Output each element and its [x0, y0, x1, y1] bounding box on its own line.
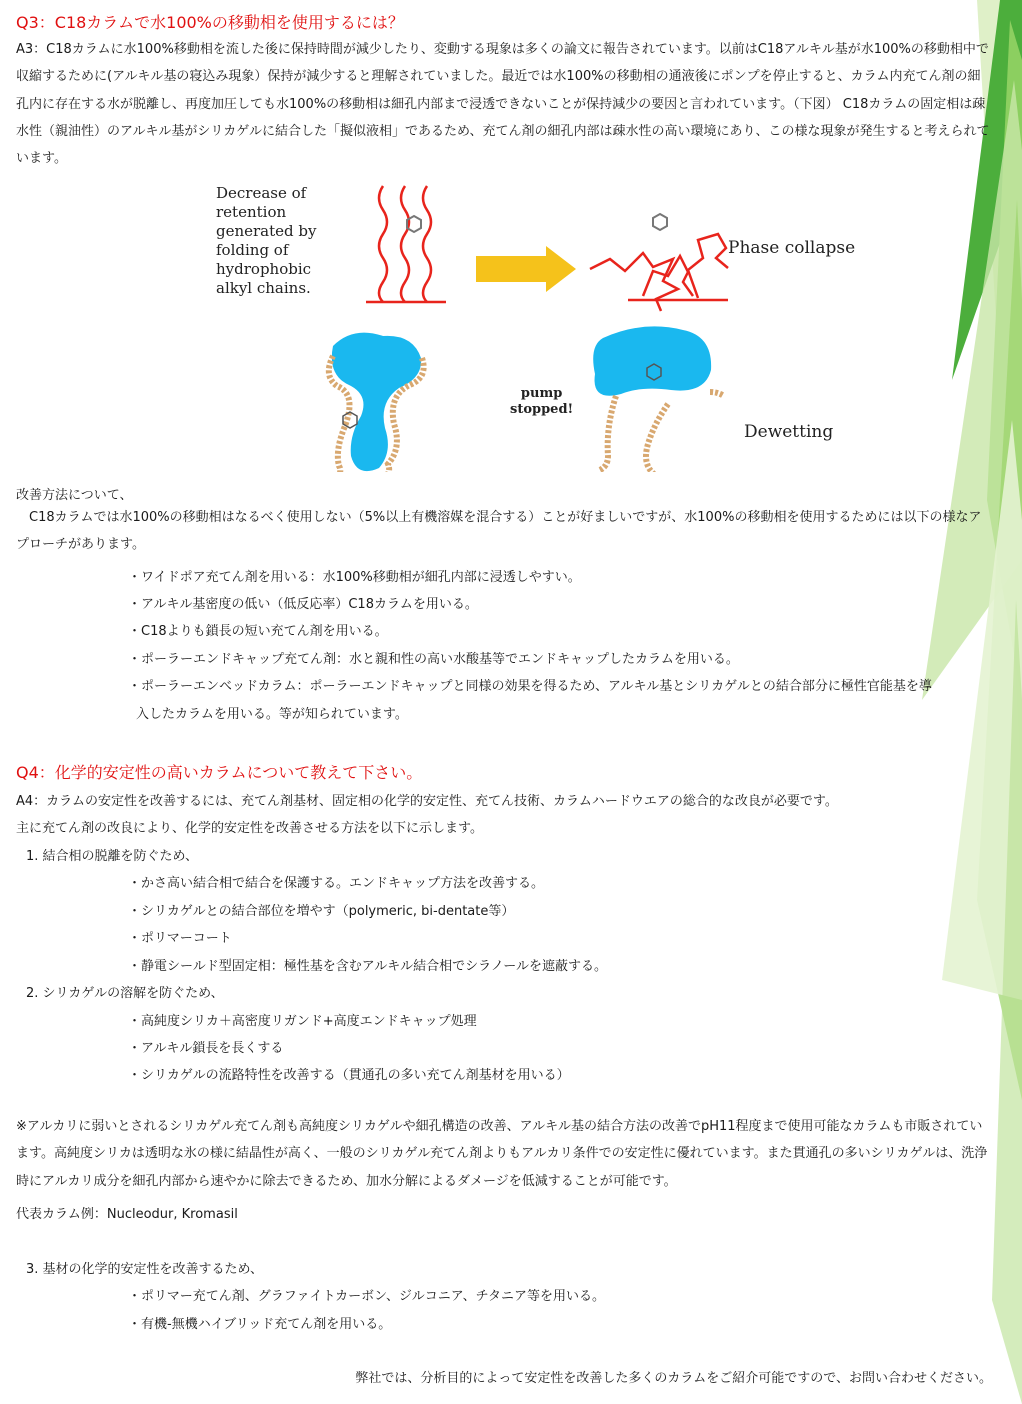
caption-line: Decrease of — [216, 184, 307, 202]
example-columns: 代表カラム例：Nucleodur, Kromasil — [16, 1207, 238, 1222]
bullet-item: ・C18よりも鎖長の短い充てん剤を用いる。 — [128, 624, 388, 639]
q4-answer-line2: 主に充てん剤の改良により、化学的安定性を改善させる方法を以下に示します。 — [16, 821, 483, 836]
bullet-item: ・ポーラーエンベッドカラム：ポーラーエンドキャップと同様の効果を得るため、アルキル基とシリカゲルとの結合部分に極性官能基を導 — [128, 679, 932, 694]
water-filled-pore — [332, 333, 421, 471]
pump-label: pump — [520, 386, 563, 401]
pore-wall — [600, 392, 724, 472]
analyte-hexagon-icon — [653, 214, 667, 230]
q4-answer-line1: A4：カラムの安定性を改善するには、充てん剤基材、固定相の化学的安定性、充てん技術、カラムハードウエアの総合的な改良が必要です。 — [16, 794, 838, 809]
extended-chains — [366, 186, 446, 302]
section1-item: ・かさ高い結合相で結合を保護する。エンドキャップ方法を改善する。 — [128, 876, 545, 891]
section2-heading: 2. シリカゲルの溶解を防ぐため、 — [26, 986, 224, 1001]
section3-item: ・有機-無機ハイブリッド充てん剤を用いる。 — [128, 1317, 392, 1332]
closing-message: 弊社では、分析目的によって安定性を改善した多くのカラムをご紹介可能ですので、お問い合わせください。 — [355, 1371, 992, 1386]
section1-item: ・ポリマーコート — [128, 931, 232, 946]
section3-item: ・ポリマー充てん剤、グラファイトカーボン、ジルコニア、チタニア等を用いる。 — [128, 1289, 606, 1304]
phase-collapse-label: Phase collapse — [728, 238, 856, 258]
section1-item: ・静電シールド型固定相：極性基を含むアルキル結合相でシラノールを遮蔽する。 — [128, 959, 608, 974]
collapsed-chains — [590, 234, 728, 311]
q4-title: Q4：化学的安定性の高いカラムについて教えて下さい。 — [16, 763, 423, 782]
bullet-item: ・ポーラーエンドキャップ充てん剤：水と親和性の高い水酸基等でエンドキャップしたカラムを用いる。 — [128, 652, 739, 667]
section2-item: ・アルキル鎖長を長くする — [128, 1041, 284, 1056]
alkali-note: ※アルカリに弱いとされるシリカゲル充てん剤も高純度シリカゲルや細孔構造の改善、アルキル基の結合方法の改善でpH11程度まで使用可能なカラムも市販されています。高純度シリカは透明な氷の様に結晶性が高く、一般のシリカゲル充てん剤よりもアルカリ条件での安定性に優れています。また貫通孔の多いシリカゲルは、洗浄時にアルカリ成分を細孔内部から速やかに除去できるため、加水分解によるダメージを低減することが可能です。 — [16, 1119, 988, 1189]
section1-item: ・シリカゲルとの結合部位を増やす（polymeric, bi-dentate等） — [128, 904, 515, 919]
arrow-icon — [476, 246, 576, 292]
caption-line: hydrophobic — [216, 260, 312, 278]
section2-item: ・高純度シリカ＋高密度リガンド+高度エンドキャップ処理 — [128, 1014, 477, 1029]
bullet-item: ・ワイドポア充てん剤を用いる：水100%移動相が細孔内部に浸透しやすい。 — [128, 570, 581, 585]
stopped-label: stopped! — [510, 402, 574, 417]
pump-stopped-label — [510, 386, 573, 418]
section1-heading: 1. 結合相の脱離を防ぐため、 — [26, 849, 199, 864]
dewetted-water — [593, 326, 711, 395]
section3-heading: 3. 基材の化学的安定性を改善するため、 — [26, 1262, 264, 1277]
caption-line: generated by — [216, 222, 317, 240]
improve-text: C18カラムでは水100%の移動相はなるべく使用しない（5%以上有機溶媒を混合する）ことが好ましいですが、水100%の移動相を使用するためには以下の様なアプローチがあります。 — [16, 510, 982, 553]
caption-line: retention — [216, 203, 287, 221]
improve-intro: 改善方法について、 — [16, 488, 133, 503]
bullet-item: ・アルキル基密度の低い（低反応率）C18カラムを用いる。 — [128, 597, 478, 612]
q3-answer: A3：C18カラムに水100%移動相を流した後に保持時間が減少したり、変動する現象は多くの論文に報告されています。以前はC18アルキル基が水100%の移動相中で収縮するために(アルキル基の寝込み現象）保持が減少すると理解されていました。最近では水100%の移動相の通液後にポンプを停止すると、カラム内充てん剤の細孔内に存在する水が脱離し、再度加圧しても水100%の移動相は細孔内部まで浸透できないことが保持減少の要因と言われています。（下図） C18カラムの固定相は疎水性（親油性）のアルキル基がシリカゲルに結合した「擬似液相」であるため、充てん剤の細孔内部は疎水性の高い環境にあり、この様な現象が発生すると考えられています。 — [16, 42, 990, 167]
q3-title: Q3：C18カラムで水100%の移動相を使用するには？ — [16, 13, 404, 32]
caption-line: folding of — [216, 241, 289, 259]
bullet-continuation: 入したカラムを用いる。等が知られています。 — [136, 707, 408, 722]
caption-line: alkyl chains. — [216, 279, 311, 297]
section2-item: ・シリカゲルの流路特性を改善する（貫通孔の多い充てん剤基材を用いる） — [128, 1068, 570, 1083]
dewetting-label: Dewetting — [744, 422, 834, 442]
phase-collapse-figure — [198, 176, 858, 472]
